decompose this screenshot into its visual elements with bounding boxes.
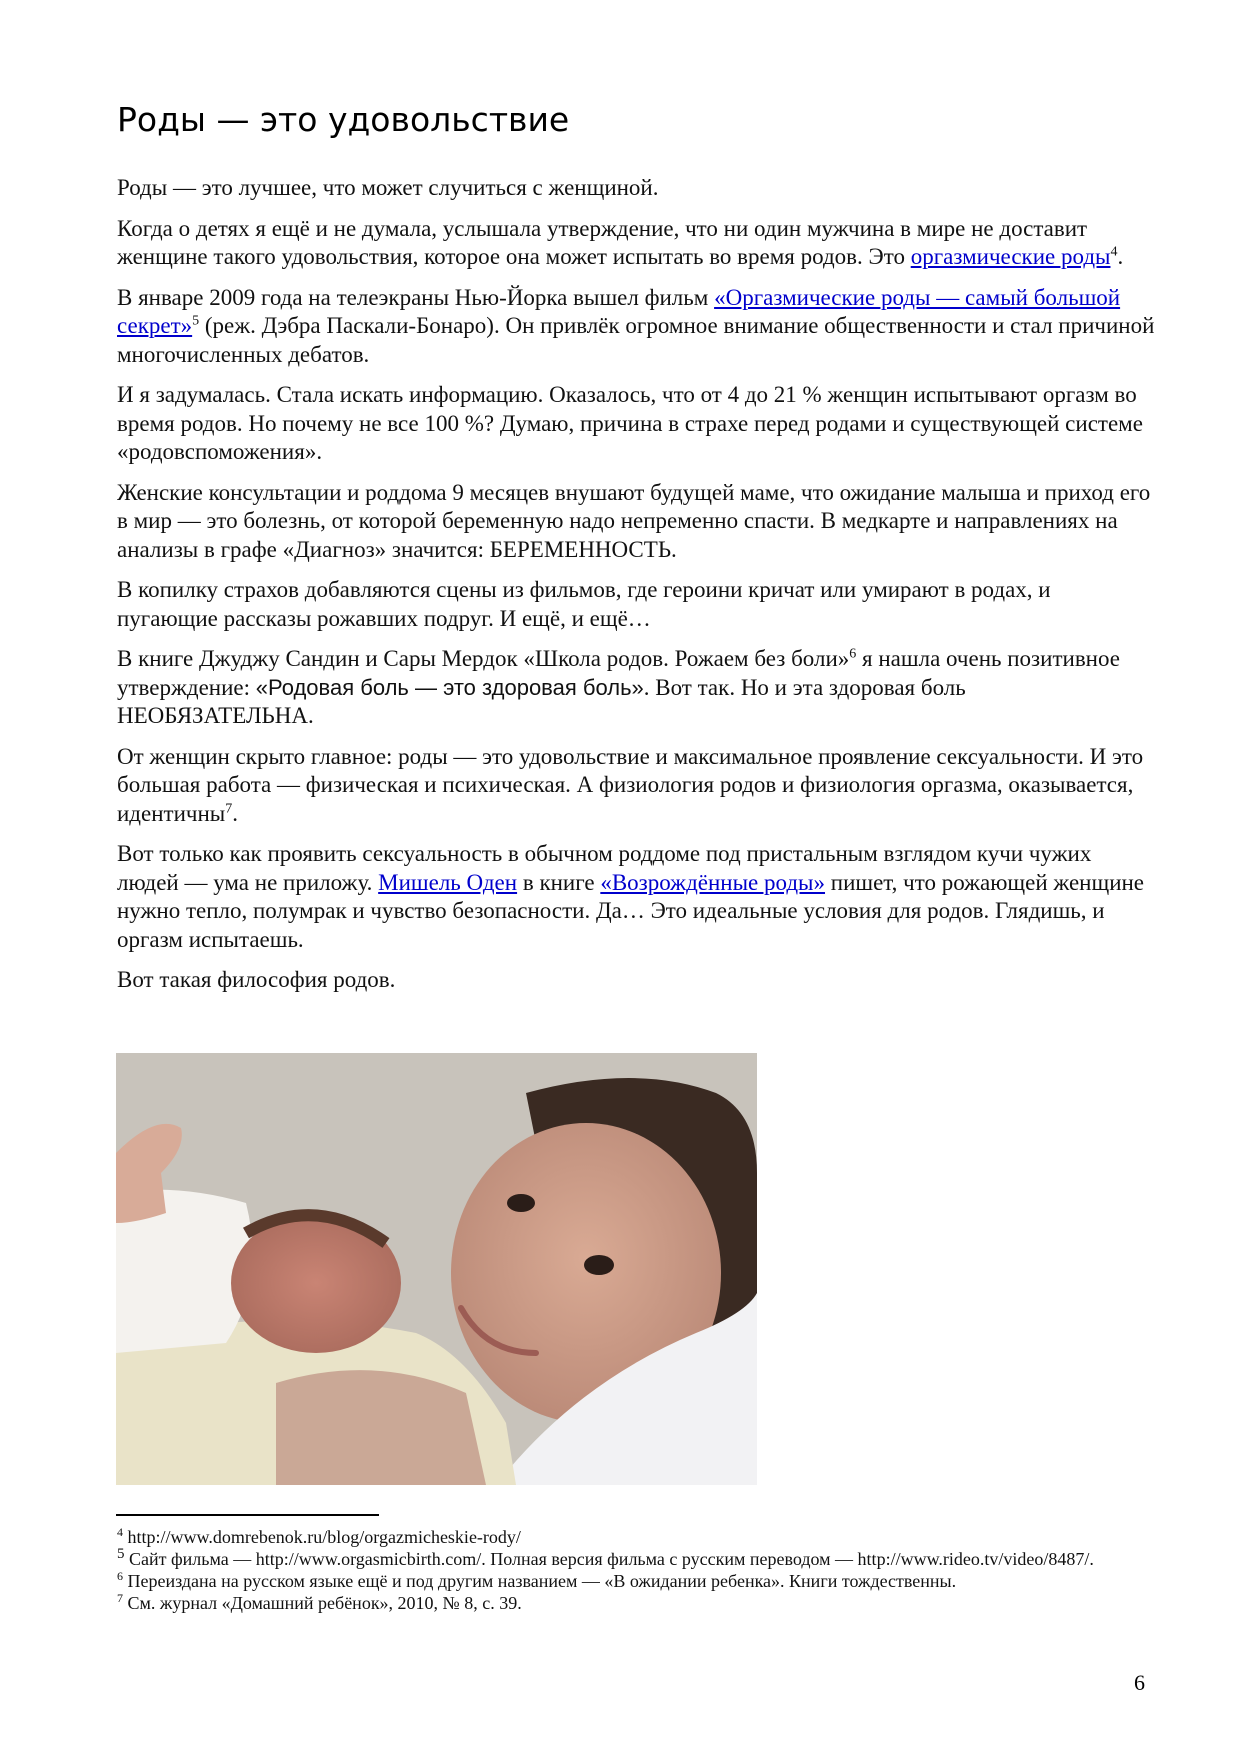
paragraph-9 [117,840,1157,954]
footnote-text: Переиздана на русском языке ещё и под другим названием — «В ожидании ребенка». Книги тождественны. [123,1571,957,1591]
paragraph-text: Вот только как проявить сексуальность в обычном роддоме под пристальным взглядом кучи чужих людей — ума не приложу. [117,841,1092,895]
paragraph-text: я нашла очень позитивное утверждение: [117,646,1120,700]
footnote-divider [116,1514,379,1516]
paragraph-text: . [1117,244,1124,269]
footnote-ref-7[interactable]: 7 [225,800,233,816]
paragraph-text: . Вот так. Но и эта здоровая боль НЕОБЯЗАТЕЛЬНА. [117,674,966,728]
page-title: Роды — это удовольствие [117,100,570,139]
link-birth-reborn[interactable]: «Возрождённые роды» [600,869,826,895]
footnote-4 [117,1526,1157,1548]
footnote-number: 6 [117,1569,123,1583]
photo-illustration [116,1053,757,1485]
footnote-number: 5 [117,1546,125,1562]
paragraph-1: Роды — это лучшее, что может случиться с женщиной. [117,175,659,200]
footnote-number: 7 [117,1591,123,1605]
paragraph-text: в книге [517,869,601,895]
paragraph-5: Женские консультации и роддома 9 месяцев внушают будущей маме, что ожидание малыша и приход его в мир — это болезнь, от которой беременную надо непременно спасти. В медкарте и направлениях на анализы в графе «Диагноз» значится: БЕРЕМЕННОСТЬ. [117,479,1151,562]
article-body [117,174,1157,1007]
paragraph-6: В копилку страхов добавляются сцены из фильмов, где героини кричат или умирают в родах, и пугающие рассказы рожавших подруг. И ещё, и ещё… [117,577,1051,631]
footnote-ref-4[interactable]: 4 [1110,244,1118,260]
footnote-6 [117,1570,1157,1592]
footnote-text: Сайт фильма — http://www.orgasmicbirth.com/. Полная версия фильма с русским переводом — http://www.rideo.tv/video/8487/. [124,1549,1094,1569]
footnote-number: 4 [117,1525,123,1539]
paragraph-10: Вот такая философия родов. [117,967,396,992]
paragraph-text: В январе 2009 года на телеэкраны Нью-Йорка вышел фильм [117,284,715,310]
paragraph-text: От женщин скрыто главное: роды — это удовольствие и максимальное проявление сексуальности. И это большая работа — физическая и психическая. А физиология родов и физиология оргазма, оказывается, идентичны [117,743,1144,826]
paragraph-text: (реж. Дэбра Паскали-Бонаро). Он привлёк огромное внимание общественности и стал причиной многочисленных дебатов. [117,313,1155,367]
paragraph-7 [117,645,1157,731]
paragraph-4: И я задумалась. Стала искать информацию. Оказалось, что от 4 до 21 % женщин испытывают оргазм во время родов. Но почему не все 100 %? Думаю, причина в страхе перед родами и существующей системе «родовспоможения». [117,382,1143,464]
paragraph-text: . [232,800,238,826]
paragraph-8 [117,743,1157,829]
link-orgasmic-birth[interactable]: оргазмические роды [910,244,1111,269]
footnotes [117,1526,1157,1614]
paragraph-text: Когда о детях я ещё и не думала, услышала утверждение, что ни один мужчина в мире не доставит женщине такого удовольствия, которое она может испытать во время родов. Это [117,215,1088,269]
footnote-5 [117,1548,1157,1570]
link-michel-odent[interactable]: Мишель Оден [378,869,518,895]
highlighted-quote: «Родовая боль — это здоровая боль» [255,674,644,700]
link-film-title[interactable]: «Оргазмические роды — самый большой секрет» [117,284,1121,338]
footnote-7 [117,1592,1157,1614]
footnote-text: См. журнал «Домашний ребёнок», 2010, № 8, с. 39. [123,1593,522,1613]
footnote-ref-5[interactable]: 5 [192,313,200,329]
mother-newborn-photo [116,1053,757,1485]
footnote-ref-6[interactable]: 6 [849,646,857,662]
paragraph-2 [117,215,1157,272]
paragraph-text: В книге Джуджу Сандин и Сары Мердок «Школа родов. Рожаем без боли» [117,646,850,671]
footnote-text: http://www.domrebenok.ru/blog/orgazmicheskie-rody/ [123,1527,521,1547]
page-number: 6 [1134,1670,1145,1695]
paragraph-text: пишет, что рожающей женщине нужно тепло, полумрак и чувство безопасности. Да… Это идеальные условия для родов. Глядишь, и оргазм испытаешь. [117,869,1145,952]
paragraph-3 [117,284,1157,370]
